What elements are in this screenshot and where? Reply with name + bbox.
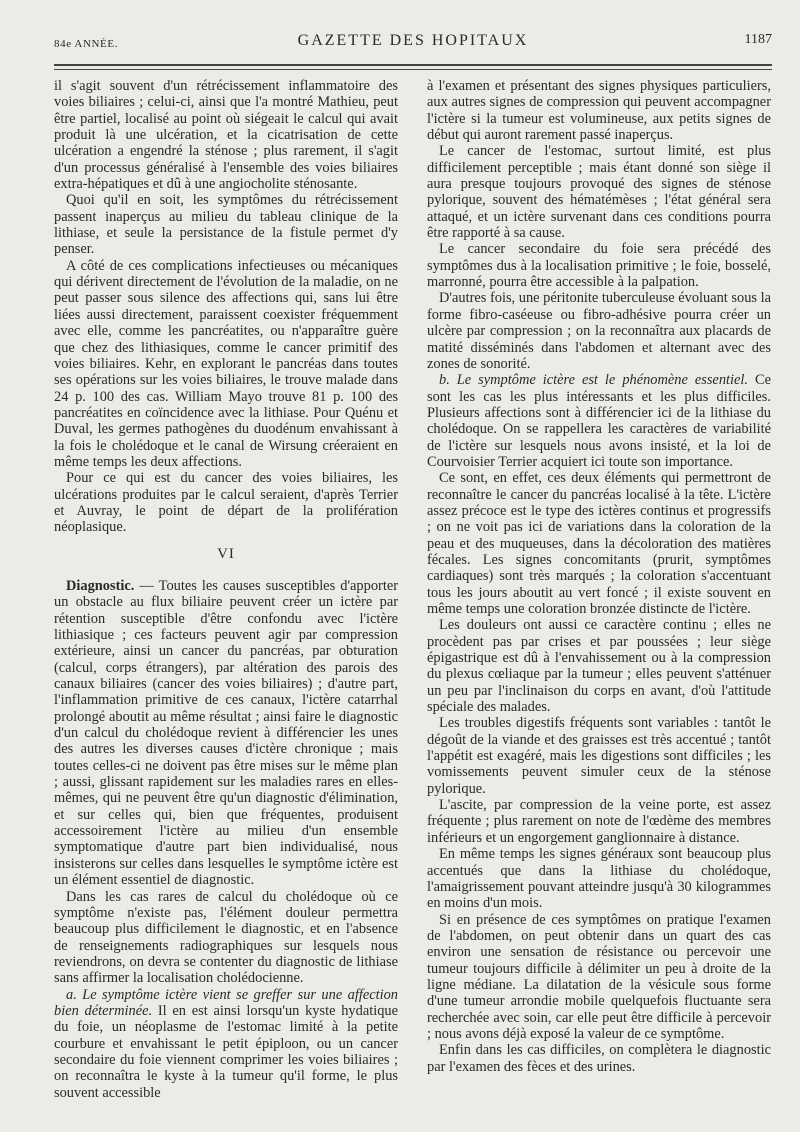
paragraph: Les douleurs ont aussi ce caractère continu ; elles ne procèdent pas par crises et par poussées ; leur siège épigastrique est dû à l'envahissement ou à la compression du plexus cœliaque par la tumeur ; elles peuvent s'atténuer un peu par l'inclinaison du corps en avant, d'où l'attitude spéciale des malades. [427, 617, 771, 716]
paragraph [54, 578, 398, 889]
paragraph: L'ascite, par compression de la veine porte, est assez fréquente ; plus rarement on note de l'œdème des membres inférieurs et un engorgement ganglionnaire à distance. [427, 797, 771, 846]
page-header [54, 32, 772, 56]
paragraph: Quoi qu'il en soit, les symptômes du rétrécissement passent inaperçus au milieu du tableau clinique de la lithiase, et seule la persistance de la fistule permet d'y penser. [54, 192, 398, 258]
right-column [427, 78, 771, 1075]
paragraph-text: — Toutes les causes susceptibles d'apporter un obstacle au flux biliaire peuvent créer un ictère par rétention susceptible d'être confondu avec l'ictère lithiasique ; ces facteurs peuvent agir par compression extérieure, ainsi un cancer du pancréas, par obturation (calcul, corps étrangers), par altération des parois des canaux biliaires (cancer des voies biliaires) ; d'autre part, l'inflammation primitive de ces canaux, l'ictère catarrhal prolongé aboutit au même résultat ; ainsi faire le diagnostic d'un calcul du cholédoque revient à différencier les unes des autres les diverses causes d'ictère chronique ; mais toutes celles-ci ne doivent pas être mises sur le même plan ; aussi, glissant rapidement sur les maladies rares en elles-mêmes, qui ne peuvent être qu'un diagnostic d'élimination, et sur celles qui, bien que fréquentes, produisent accessoirement l'ictère au milieu d'un ensemble symptomatique d'autre part bien individualisé, nous insisterons sur celles dans lesquelles le symptôme ictère est un élément essentiel de diagnostic. [54, 577, 398, 889]
paragraph: D'autres fois, une péritonite tuberculeuse évoluant sous la forme fibro-caséeuse ou fibro-adhésive pourra créer un ulcère par compression ; on la reconnaîtra aux placards de matité disséminés dans l'abdomen et alternant avec des zones de sonorité. [427, 290, 771, 372]
paragraph [427, 372, 771, 470]
paragraph [54, 987, 398, 1101]
subsection-heading: b. Le symptôme ictère est le phénomène essentiel. [439, 372, 748, 389]
paragraph: Le cancer secondaire du foie sera précédé des symptômes dus à la localisation primitive ; le foie, bosselé, marronné, pourra être accessible à la palpation. [427, 241, 771, 291]
paragraph: il s'agit souvent d'un rétrécissement inflammatoire des voies biliaires ; celui-ci, ainsi que l'a montré Mathieu, peut être partiel, localisé au point où siégeait le calcul qui avait produit là une ulcération, et la cicatrisation de cette ulcération a engendré la sténose ; plus rarement, il s'agit d'un processus généralisé à l'ensemble des voies biliaires extra-hépatiques et dû à une angiocholite sténosante. [54, 78, 398, 193]
header-rule-thin [54, 69, 772, 70]
paragraph: à l'examen et présentant des signes physiques particuliers, aux autres signes de compression qui peuvent accompagner l'ictère si la tumeur est volumineuse, aux petits signes de début qui auront rarement passé inaperçus. [427, 78, 771, 144]
paragraph-text: Il en est ainsi lorsqu'un kyste hydatique du foie, un néoplasme de l'estomac limité à la petite courbure et envahissant le petit épiploon, ou un cancer secondaire du foie viennent comprimer les voies biliaires ; on reconnaîtra le kyste à la tumeur qu'il forme, le plus souvent accessible [54, 1002, 398, 1101]
left-column [54, 78, 398, 1101]
issue-label: 84e ANNÉE. [54, 38, 119, 50]
paragraph: A côté de ces complications infectieuses ou mécaniques qui dérivent directement de l'évolution de la maladie, on ne peut passer sous silence des affections qui, sans lui être liées aussi directement, paraissent coexister fréquemment avec elle, comme les pancréatites, ou n'apparaître guère que chez des lithiasiques, comme le cancer primitif des voies biliaires. Kehr, en explorant le pancréas dans toutes ses opérations sur les voies biliaires, le trouve malade dans 24 p. 100 des cas. William Mayo trouve 81 p. 100 des pancréatites en coïncidence avec la lithiase. Pour Quénu et Duval, les germes pathogènes du duodénum envahissant à la fois le cholédoque et le canal de Wirsung créeraient en même temps les deux affections. [54, 257, 398, 470]
paragraph: En même temps les signes généraux sont beaucoup plus accentués que dans la lithiase du cholédoque, l'amaigrissement pouvant atteindre jusqu'à 30 kilogrammes en moins d'un mois. [427, 846, 771, 912]
page-number: 1187 [744, 32, 772, 47]
subsection-heading: a. Le symptôme ictère vient se greffer sur une affection bien déterminée. [54, 986, 398, 1019]
section-heading: VI [217, 545, 235, 562]
paragraph: Le cancer de l'estomac, surtout limité, est plus difficilement perceptible ; mais étant donné son siège il aura presque toujours provoqué des signes de sténose pylorique, souvent des hématémèses ; l'état général sera attaqué, et un ictère survenant dans ces conditions pourra être rapporté à sa cause. [427, 143, 771, 242]
paragraph: Dans les cas rares de calcul du cholédoque où ce symptôme n'existe pas, l'élément douleur permettra beaucoup plus difficilement le diagnostic, et en l'absence de renseignements radiographiques sur lesquels nous reviendrons, on devra se contenter du diagnostic de lithiase sans affirmer la localisation cholédocienne. [54, 888, 398, 987]
paragraph: Pour ce qui est du cancer des voies biliaires, les ulcérations produites par le calcul seraient, d'après Terrier et Auvray, le point de départ de la prolifération néoplasique. [54, 470, 398, 536]
paragraph: Si en présence de ces symptômes on pratique l'examen de l'abdomen, on peut obtenir dans un quart des cas environ une sensation de résistance ou percevoir une tumeur toujours difficile à délimiter un peu à droite de la ligne médiane. La dilatation de la vésicule sous forme d'une tumeur arrondie mobile quelquefois fluctuante sera recherchée avec soin, car elle peut être difficile à percevoir ; nous avons déjà exposé la valeur de ce symptôme. [427, 911, 771, 1042]
paragraph: Les troubles digestifs fréquents sont variables : tantôt le dégoût de la viande et des graisses est très accentué ; tantôt l'appétit est exagéré, mais les digestions sont difficiles ; les vomissements peuvent simuler ceux de la sténose pylorique. [427, 715, 771, 797]
paragraph-text: Ce sont les cas les plus intéressants et les plus difficiles. Plusieurs affections sont à différencier ici de la lithiase du cholédoque. On se rappellera les caractères de variabilité de l'ictère sur lesquels nous avons insisté, et la loi de Courvoisier Terrier acquiert ici toute son importance. [427, 372, 771, 470]
header-rule [54, 64, 772, 66]
diagnostic-heading: Diagnostic. [66, 577, 135, 594]
journal-title: GAZETTE DES HOPITAUX [297, 32, 529, 49]
paragraph: Ce sont, en effet, ces deux éléments qui permettront de reconnaître le cancer du pancréas localisé à la tête. L'ictère assez précoce est le type des ictères continus et progressifs ; on ne voit pas ici de variations dans la coloration de la peau et des muqueuses, dans la décoloration des matières fécales. Les signes concomitants (prurit, symptômes cardiaques) sont très marqués ; la coloration s'accentuant tous les jours aboutit au vert foncé ; il existe souvent en même temps une coloration bronzée distincte de l'ictère. [427, 470, 771, 617]
paragraph: Enfin dans les cas difficiles, on complètera le diagnostic par l'examen des fèces et des urines. [427, 1042, 771, 1075]
